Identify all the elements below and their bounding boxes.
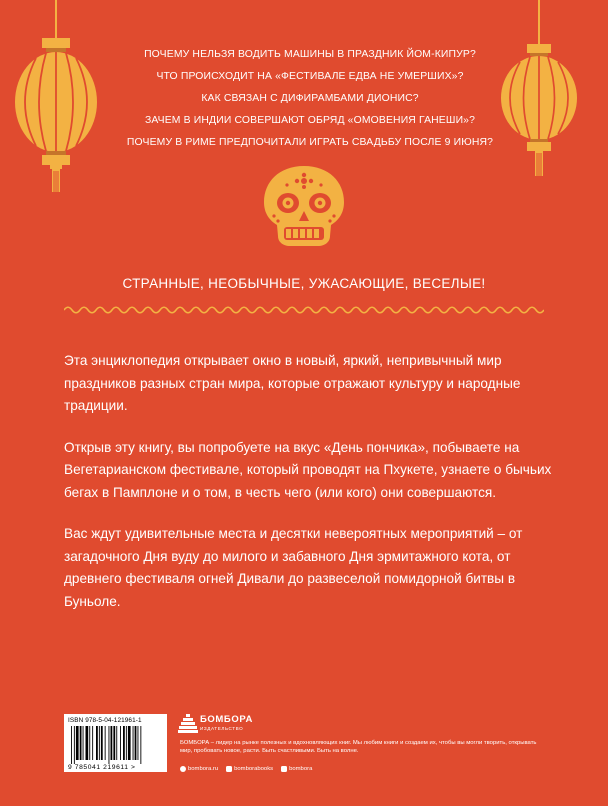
- wavy-divider: [64, 304, 544, 316]
- question-item: ПОЧЕМУ В РИМЕ ПРЕДПОЧИТАЛИ ИГРАТЬ СВАДЬБУ ПОСЛЕ 9 ИЮНЯ?: [126, 137, 494, 148]
- social-link-site[interactable]: [180, 766, 218, 772]
- question-item: ЗАЧЕМ В ИНДИИ СОВЕРШАЮТ ОБРЯД «ОМОВЕНИЯ ГАНЕШИ»?: [144, 115, 476, 126]
- social-link-telegram[interactable]: [281, 766, 312, 772]
- social-label: bombora.ru: [188, 766, 219, 772]
- isbn-number: ISBN 978-5-04-121961-1: [68, 717, 142, 724]
- telegram-icon: [281, 766, 287, 772]
- publisher-socials: [180, 766, 320, 772]
- tagline: СТРАННЫЕ, НЕОБЫЧНЫЕ, УЖАСАЮЩИЕ, ВЕСЕЛЫЕ!: [122, 276, 486, 291]
- description-paragraph: Открыв эту книгу, вы попробуете на вкус «День пончика», побываете на Вегетарианском фестивале, который проводят на Пхукете, узнаете о бычьих бегах в Памплоне и о том, в честь чего (или кого) они совершаются.: [64, 439, 552, 500]
- left-lantern-icon: [10, 0, 102, 196]
- question-item: ПОЧЕМУ НЕЛЬЗЯ ВОДИТЬ МАШИНЫ В ПРАЗДНИК ЙОМ-КИПУР?: [144, 49, 476, 60]
- publisher-subtitle: ИЗДАТЕЛЬСТВО: [200, 726, 244, 731]
- question-item: ЧТО ПРОИСХОДИТ НА «ФЕСТИВАЛЕ ЕДВА НЕ УМЕРШИХ»?: [156, 71, 464, 82]
- vk-icon: [226, 766, 232, 772]
- globe-icon: [180, 766, 186, 772]
- publisher-blurb: БОМБОРА – лидер на рынке полезных и вдохновляющих книг. Мы любим книги и создаем их, чтобы вы могли творить, открывать мир, пробовать новое, расти. Быть счастливыми. Быть на волне.: [180, 740, 537, 754]
- right-lantern-icon: [496, 0, 582, 180]
- publisher-name: БОМБОРА: [200, 714, 253, 725]
- social-label: bomborabooks: [234, 766, 274, 772]
- description-paragraph: Эта энциклопедия открывает окно в новый, яркий, непривычный мир праздников разных стран мира, которые отражают культуру и народные традиции.: [64, 353, 521, 413]
- description-paragraph: Вас ждут удивительные места и десятки невероятных мероприятий – от загадочного Дня вуду до милого и забавного Дня эрмитажного кота, от древнего фестиваля огней Дивали до развеселой помидорной битвы в Буньоле.: [64, 526, 523, 609]
- social-label: bombora: [289, 766, 313, 772]
- description: [64, 350, 554, 632]
- sugar-skull-icon: [257, 163, 351, 249]
- bombora-logo-icon: [178, 713, 198, 735]
- barcode-digits: 9 785041 219611 >: [68, 764, 136, 771]
- question-item: КАК СВЯЗАН С ДИФИРАМБАМИ ДИОНИС?: [201, 93, 419, 104]
- social-link-vk[interactable]: [226, 766, 273, 772]
- barcode-bars: [68, 726, 163, 764]
- barcode: [64, 714, 167, 772]
- question-list: [120, 44, 500, 154]
